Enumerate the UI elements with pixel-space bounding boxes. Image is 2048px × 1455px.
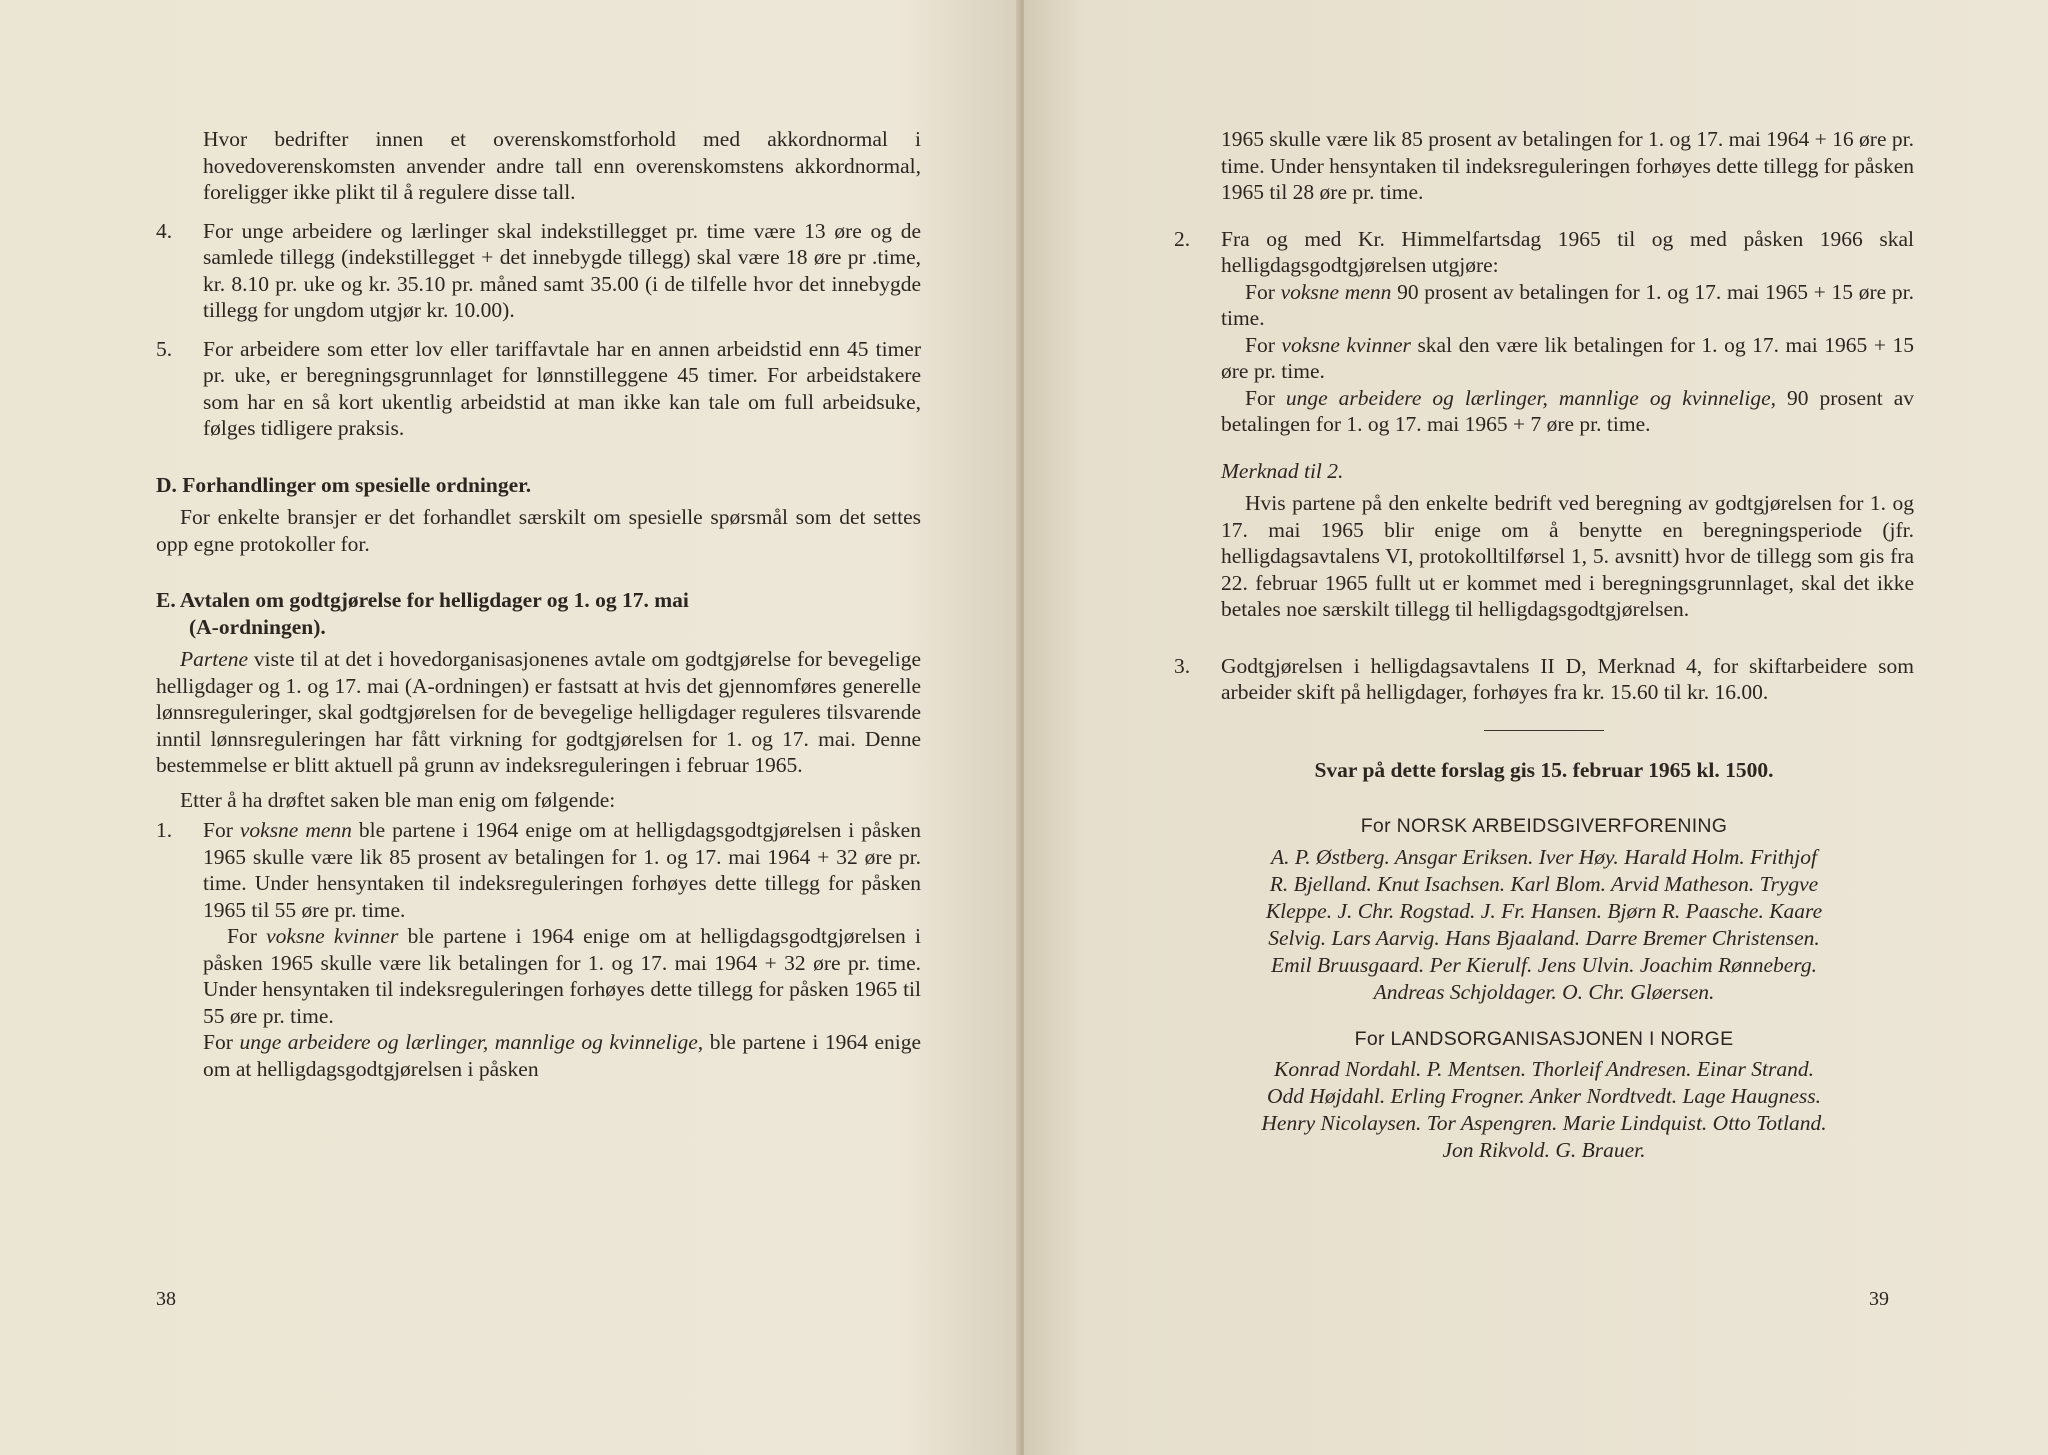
italic-term: unge arbeidere og lærlinger, mannlige og kvinnelige,: [1285, 385, 1776, 410]
list-item-5: [156, 336, 921, 442]
italic-term: Partene: [180, 647, 249, 671]
left-page: [0, 0, 1020, 1455]
item-text: Godtgjørelsen i helligdagsavtalens II D, Merknad 4, for skiftarbeidere som arbeider skift på helligdager, forhøyes fra kr. 15.60 til kr. 16.00.: [1221, 653, 1914, 704]
signatory-org-title: For LANDSORGANISASJONEN I NORGE: [1354, 1027, 1734, 1050]
italic-term: voksne menn: [1280, 279, 1392, 304]
list-item-3: [1174, 653, 1914, 706]
item-number: 4.: [156, 218, 173, 243]
signatory-line: Henry Nicolaysen. Tor Aspengren. Marie Lindquist. Otto Totland.: [1261, 1111, 1827, 1135]
merknad-block: [1221, 458, 1914, 623]
text: 90 prosent av betalingen for 1. og 17. mai 1965 + 7 øre pr. time.: [1221, 385, 1914, 436]
text: ble partene i 1964 enige om at helligdagsgodtgjørelsen i påsken 1965 skulle være lik 85 prosent av betalingen for 1. og 17. mai 1964 + 32 øre pr. time. Under hensyntaken til indeksreguleringen forhøyes dette tillegg for påsken 1965 til 55 øre pr. time.: [203, 818, 921, 922]
list-item-1: [156, 817, 921, 1082]
list-item-2: [1174, 226, 1914, 438]
signatory-line: Kleppe. J. Chr. Rogstad. J. Fr. Hansen. Bjørn R. Paasche. Kaare: [1265, 898, 1823, 923]
item-1-kvinner: [203, 923, 921, 1029]
right-page: [1024, 0, 2048, 1455]
merknad-text: Hvis partene på den enkelte bedrift ved beregning av godtgjørelsen for 1. og 17. mai 1965 blir enige om å benytte en beregningsperiode (jfr. helligdagsavtalens VI, protokolltilførsel 1, 5. avsnitt) hvor de tillegg som gis fra 22. februar 1965 fullt ut er kommet med i beregningsgrunnlaget, skal det ikke betales noe særskilt tillegg til helligdagsgodtgjørelsen.: [1221, 491, 1914, 621]
paragraph-text: viste til at det i hovedorganisasjonenes avtale om godtgjørelse for bevegelige helligdager og 1. og 17. mai (A-ordningen) er fastsatt at hvis det gjennomføres generelle lønnsreguleringer, skal godtgjørelsen for de bevegelige helligdager reguleres tilsvarende inntil lønnsreguleringen har fått virkning for godtgjørelsen for 1. og 17. mai. Denne bestemmelse er blitt aktuell på grunn av indeksreguleringen i februar 1965.: [156, 647, 921, 777]
text: For: [227, 924, 267, 948]
italic-term: voksne kvinner: [1281, 332, 1411, 357]
right-page-text: [1174, 126, 1914, 1164]
item-2-menn: [1221, 279, 1914, 332]
item-number: 3.: [1174, 653, 1191, 678]
signatory-line: Andreas Schjoldager. O. Chr. Gløersen.: [1373, 979, 1715, 1004]
section-e-paragraph: [156, 646, 921, 779]
paragraph-akkordnormal: Hvor bedrifter innen et overenskomstforhold med akkordnormal i hovedoverenskomsten anvender andre tall enn overenskomstens akkordnormal, foreligger ikke plikt til å regulere disse tall.: [203, 127, 921, 204]
item-2-unge: [1221, 385, 1914, 438]
item-2-intro: Fra og med Kr. Himmelfartsdag 1965 til og med påsken 1966 skal helligdagsgodtgjørelsen utgjøre:: [1221, 226, 1914, 277]
text: For: [1245, 332, 1282, 357]
section-e-agreement: Etter å ha drøftet saken ble man enig om følgende:: [180, 787, 616, 812]
italic-term: voksne kvinner: [266, 924, 399, 948]
text: For: [1245, 279, 1281, 304]
item-number: 2.: [1174, 226, 1191, 251]
section-d-text: For enkelte bransjer er det forhandlet særskilt om spesielle spørsmål som det settes opp egne protokoller for.: [156, 505, 921, 556]
text: For: [203, 1030, 240, 1054]
italic-term: unge arbeidere og lærlinger, mannlige og kvinnelige,: [239, 1030, 704, 1054]
section-e-heading-cont: (A-ordningen).: [189, 614, 326, 639]
signatory-line: A. P. Østberg. Ansgar Eriksen. Iver Høy. Harald Holm. Frithjof: [1270, 844, 1818, 869]
text: ble partene i 1964 enige om at helligdagsgodtgjørelsen i påsken 1965 skulle være lik betalingen for 1. og 17. mai 1964 + 32 øre pr. time. Under hensyntaken til indeksreguleringen forhøyes dette tillegg for påsken 1965 til 55 øre pr. time.: [203, 924, 921, 1028]
item-1-menn: [203, 817, 921, 923]
signatory-line: Selvig. Lars Aarvig. Hans Bjaaland. Darre Bremer Christensen.: [1268, 925, 1820, 950]
signatory-line: Jon Rikvold. G. Brauer.: [1442, 1138, 1646, 1162]
merknad-heading: [1221, 458, 1914, 485]
signatory-line: Odd Højdahl. Erling Frogner. Anker Nordtvedt. Lage Haugness.: [1267, 1084, 1821, 1108]
item-number: 1.: [156, 818, 173, 842]
signatory-line: Konrad Nordahl. P. Mentsen. Thorleif Andresen. Einar Strand.: [1274, 1057, 1814, 1081]
text: ble partene i 1964 enige om at helligdagsgodtgjørelsen i påsken: [203, 1030, 921, 1081]
section-e-heading: E. Avtalen om godtgjørelse for helligdager og 1. og 17. mai: [156, 588, 689, 612]
page-number: 39: [1869, 1288, 1889, 1310]
item-2-kvinner: [1221, 332, 1914, 385]
section-d-heading: D. Forhandlinger om spesielle ordninger.: [156, 472, 532, 497]
text: 90 prosent av betalingen for 1. og 17. mai 1965 + 15 øre pr. time.: [1221, 279, 1914, 330]
item-text: For arbeidere som etter lov eller tariffavtale har en annen arbeidstid enn 45 timer pr. uke, er beregningsgrunnlaget for lønnstilleggene 45 timer. For arbeidstakere som har en så kort ukentlig arbeidstid at man ikke kan tale om full arbeidsuke, følges tidligere praksis.: [203, 336, 921, 440]
text: skal den være lik betalingen for 1. og 17. mai 1965 + 15 øre pr. time.: [1221, 332, 1914, 383]
italic-term: voksne menn: [239, 818, 352, 842]
page-number: 38: [156, 1288, 176, 1310]
signatory-list-lo: [1174, 1056, 1914, 1164]
item-number: 5.: [156, 336, 173, 361]
text: For: [203, 818, 240, 842]
text: For: [1245, 385, 1286, 410]
continued-paragraph: 1965 skulle være lik 85 prosent av betalingen for 1. og 17. mai 1964 + 16 øre pr. time. Under hensyntaken til indeksreguleringen forhøyes dette tillegg for påsken 1965 til 28 øre pr. time.: [1221, 127, 1914, 204]
signatory-list-naf: [1174, 844, 1914, 1006]
response-deadline: Svar på dette forslag gis 15. februar 1965 kl. 1500.: [1314, 757, 1774, 782]
item-1-unge: [203, 1029, 921, 1082]
signatory-line: Emil Bruusgaard. Per Kierulf. Jens Ulvin. Joachim Rønneberg.: [1271, 952, 1817, 977]
signatory-org-title: For NORSK ARBEIDSGIVERFORENING: [1360, 815, 1728, 837]
item-text: For unge arbeidere og lærlinger skal indekstillegget pr. time være 13 øre og de samlede tillegg (indekstillegget + det innebygde tillegg) skal være 18 øre pr .time, kr. 8.10 pr. uke og kr. 35.10 pr. måned samt 35.00 (i de tilfelle hvor det innebygde tillegg for ungdom utgjør kr. 10.00).: [203, 218, 921, 322]
left-page-text: [156, 126, 921, 1082]
list-item-4: [156, 218, 921, 324]
italic-heading: Merknad til 2.: [1221, 458, 1344, 483]
signatory-line: R. Bjelland. Knut Isachsen. Karl Blom. Arvid Matheson. Trygve: [1269, 871, 1819, 896]
